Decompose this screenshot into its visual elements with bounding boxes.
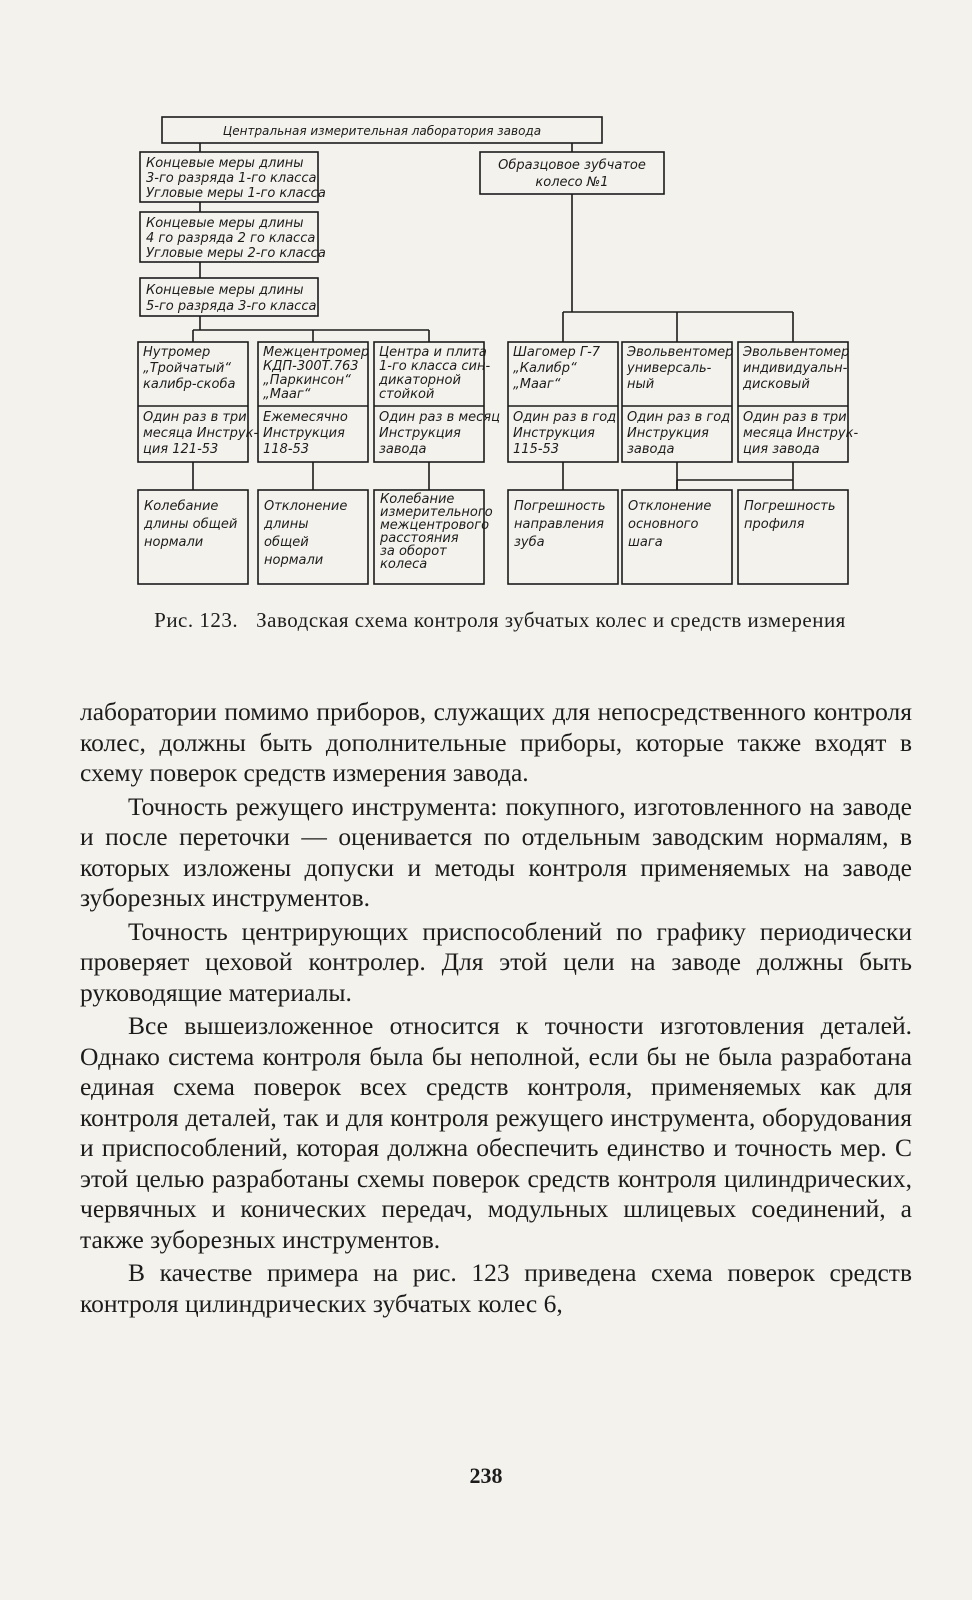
instrument-1-schedule-line: месяца Инструк- bbox=[143, 426, 259, 441]
instrument-2-schedule-line: Инструкция bbox=[263, 426, 345, 441]
instrument-2-schedule-line: Ежемесячно bbox=[263, 410, 348, 425]
parameter-2-line: Отклонение bbox=[264, 499, 348, 514]
paragraph-1: лаборатории помимо приборов, служащих для непосредственного контроля колес, должны быть дополнительные приборы, которые также входят в схему поверок средств измерения завода. bbox=[80, 697, 912, 787]
instrument-3-schedule-line: завода bbox=[379, 442, 427, 457]
parameter-box-4 bbox=[508, 490, 618, 584]
parameter-3-line: межцентрового bbox=[380, 518, 490, 533]
instrument-3-schedule-line: Один раз в месяц bbox=[379, 410, 500, 425]
left-standard-2-line-2: 4 го разряда 2 го класса bbox=[146, 231, 316, 246]
instrument-4-schedule-line: Один раз в год bbox=[513, 410, 617, 425]
left-standard-1-line-3: Угловые меры 1-го класса bbox=[146, 186, 326, 201]
instrument-2-name-line: Межцентромер bbox=[263, 345, 370, 360]
parameter-4-line: Погрешность bbox=[514, 499, 606, 514]
instrument-3-name-line: стойкой bbox=[379, 387, 435, 402]
instrument-5-schedule-line: Инструкция bbox=[627, 426, 709, 441]
figure-caption bbox=[120, 608, 880, 633]
parameter-3-line: измерительного bbox=[380, 505, 493, 520]
left-standard-1-line-2: 3-го разряда 1-го класса bbox=[146, 171, 317, 186]
instrument-box-4 bbox=[508, 342, 618, 462]
instrument-2-schedule-line: 118-53 bbox=[263, 442, 310, 457]
instrument-5-name-line: Эвольвентомер bbox=[627, 345, 734, 360]
figure-label: Рис. 123. bbox=[154, 608, 239, 632]
instrument-3-name-line: 1-го класса син- bbox=[379, 359, 491, 374]
left-standard-2-line-3: Угловые меры 2-го класса bbox=[146, 246, 326, 261]
parameter-box-2 bbox=[258, 490, 368, 584]
parameter-2-line: длины bbox=[264, 517, 309, 532]
instrument-4-schedule-line: Инструкция bbox=[513, 426, 595, 441]
left-standard-1-line-1: Концевые меры длины bbox=[146, 156, 304, 171]
reference-gear-box bbox=[480, 152, 664, 194]
instrument-box-1 bbox=[138, 342, 258, 462]
instrument-3-schedule-line: Инструкция bbox=[379, 426, 461, 441]
parameter-5-line: основного bbox=[628, 517, 699, 532]
controlled-parameter-row bbox=[138, 490, 848, 584]
parameter-3-line: колеса bbox=[380, 557, 428, 572]
left-standard-3-line-1: Концевые меры длины bbox=[146, 283, 304, 298]
paragraph-4: Все вышеизложенное относится к точности изготовления деталей. Однако система контроля была бы неполной, если бы не была разработана единая схема поверок всех средств контроля, применяемых как для контроля деталей, так и для контроля режущего инструмента, оборудования и приспособлений, которая должна обеспечить единство и точность мер. С этой целью разработаны схемы поверок средств контроля цилиндрических, червячных и конических передач, модульных шлицевых соединений, а также зуборезных инструментов. bbox=[80, 1011, 912, 1254]
figure-caption-text: Заводская схема контроля зубчатых колес и средств измерения bbox=[256, 608, 846, 632]
instrument-5-name-line: ный bbox=[627, 377, 655, 392]
left-standard-box-1 bbox=[140, 152, 326, 202]
instrument-1-name-line: Нутромер bbox=[143, 345, 211, 360]
parameter-4-line: зуба bbox=[514, 535, 545, 550]
parameter-6-line: профиля bbox=[744, 517, 805, 532]
left-standard-box-2 bbox=[140, 212, 326, 262]
instrument-6-schedule-line: Один раз в три bbox=[743, 410, 847, 425]
instrument-6-schedule-line: месяца Инструк- bbox=[743, 426, 859, 441]
body-text bbox=[80, 697, 912, 1322]
instrument-6-name-line: индивидуальн- bbox=[743, 361, 848, 376]
parameter-2-line: общей bbox=[264, 535, 309, 550]
parameter-5-line: шага bbox=[628, 535, 663, 550]
reference-gear-line-2: колесо №1 bbox=[535, 175, 609, 190]
parameter-2-line: нормали bbox=[264, 553, 324, 568]
instrument-5-schedule-line: завода bbox=[627, 442, 675, 457]
instrument-3-name-line: Центра и плита bbox=[379, 345, 487, 360]
reference-gear-line-1: Образцовое зубчатое bbox=[498, 158, 646, 173]
parameter-3-line: расстояния bbox=[380, 531, 459, 546]
instrument-2-name-line: „Мааг“ bbox=[263, 387, 311, 402]
instrument-1-schedule-line: Один раз в три bbox=[143, 410, 247, 425]
parameter-3-line: Колебание bbox=[380, 492, 455, 507]
instrument-box-2 bbox=[258, 342, 369, 462]
parameter-1-line: Колебание bbox=[144, 499, 219, 514]
parameter-3-line: за оборот bbox=[380, 544, 447, 559]
paragraph-2: Точность режущего инструмента: покупного, изготовленного на заводе и после переточки — оценивается по отдельным заводским нормалям, в которых изложены допуски и методы контроля применяемых на заводе зуборезных инструментов. bbox=[80, 791, 912, 912]
instrument-5-name-line: универсаль- bbox=[627, 361, 712, 376]
parameter-box-5 bbox=[622, 490, 732, 584]
instrument-box-5 bbox=[622, 342, 733, 462]
paragraph-3: Точность центрирующих приспособлений по графику периодически проверяет цеховой контролер. Для этой цели на заводе должны быть руководящие материалы. bbox=[80, 916, 912, 1007]
left-standard-3-line-2: 5-го разряда 3-го класса bbox=[146, 299, 317, 314]
instrument-6-schedule-line: ция завода bbox=[743, 442, 820, 457]
instrument-4-name-line: Шагомер Г-7 bbox=[513, 345, 601, 360]
page-number: 238 bbox=[469, 1463, 503, 1488]
parameter-box-6 bbox=[738, 490, 848, 584]
instrument-3-name-line: дикаторной bbox=[379, 373, 461, 388]
parameter-1-line: нормали bbox=[144, 535, 204, 550]
instrument-4-name-line: „Калибр“ bbox=[513, 361, 577, 376]
parameter-box-1 bbox=[138, 490, 248, 584]
instrument-6-name-line: Эвольвентомер bbox=[743, 345, 850, 360]
instrument-1-schedule-line: ция 121-53 bbox=[143, 442, 219, 457]
instrument-1-name-line: „Тройчатый“ bbox=[143, 361, 231, 376]
parameter-6-line: Погрешность bbox=[744, 499, 836, 514]
paragraph-5: В качестве примера на рис. 123 приведена схема поверок средств контроля цилиндрических зубчатых колес 6, bbox=[80, 1258, 912, 1318]
instrument-1-name-line: калибр-скоба bbox=[143, 377, 236, 392]
instrument-4-name-line: „Мааг“ bbox=[513, 377, 561, 392]
instrument-4-schedule-line: 115-53 bbox=[513, 442, 560, 457]
left-standard-2-line-1: Концевые меры длины bbox=[146, 216, 304, 231]
parameter-5-line: Отклонение bbox=[628, 499, 712, 514]
parameter-1-line: длины общей bbox=[144, 517, 238, 532]
instrument-5-schedule-line: Один раз в год bbox=[627, 410, 731, 425]
instrument-row bbox=[138, 342, 858, 462]
parameter-4-line: направления bbox=[514, 517, 604, 532]
instrument-box-3 bbox=[374, 342, 500, 462]
instrument-6-name-line: дисковый bbox=[743, 377, 810, 392]
instrument-box-6 bbox=[738, 342, 858, 462]
instrument-2-name-line: „Паркинсон“ bbox=[263, 373, 351, 388]
instrument-2-name-line: КДП-300Т.763 bbox=[263, 359, 359, 374]
root-label: Центральная измерительная лаборатория завода bbox=[222, 124, 542, 138]
parameter-box-3 bbox=[374, 490, 493, 584]
root-box-central-lab bbox=[162, 117, 602, 143]
left-standard-box-3 bbox=[140, 278, 318, 316]
gear-inspection-diagram bbox=[0, 0, 972, 600]
